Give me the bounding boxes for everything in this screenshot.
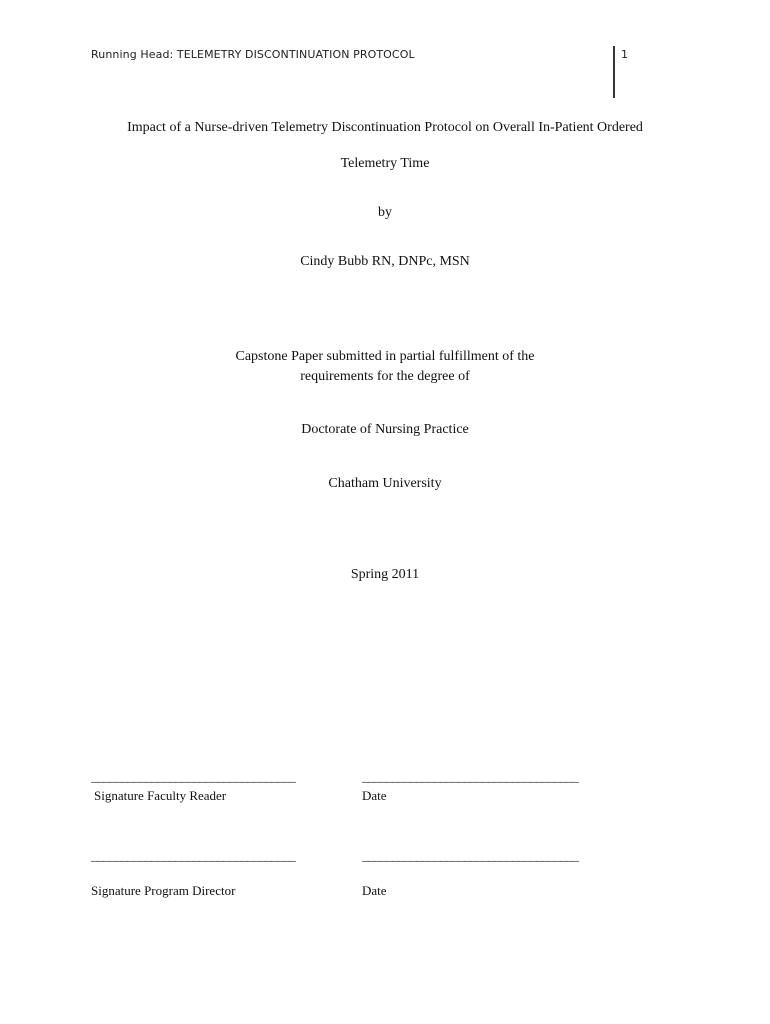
header-divider bbox=[613, 46, 615, 98]
author: Cindy Bubb RN, DNPc, MSN bbox=[300, 254, 470, 269]
faculty-reader-label: Signature Faculty Reader bbox=[94, 788, 227, 803]
program-director-date-label: Date bbox=[362, 883, 387, 898]
program-director-signature-line: __________________________________ bbox=[91, 849, 295, 864]
program-director-date-line: ____________________________________ bbox=[362, 849, 578, 864]
page-number: 1 bbox=[621, 48, 628, 61]
faculty-reader-date-line: ____________________________________ bbox=[362, 770, 578, 785]
title-line-2: Telemetry Time bbox=[340, 156, 430, 171]
submission-line-1: Capstone Paper submitted in partial fulfillment of the bbox=[235, 349, 535, 364]
term: Spring 2011 bbox=[350, 567, 420, 582]
by-label: by bbox=[378, 205, 392, 220]
title-line-1: Impact of a Nurse-driven Telemetry Discontinuation Protocol on Overall In-Patient Ordered bbox=[127, 120, 643, 135]
program-director-label: Signature Program Director bbox=[91, 883, 236, 898]
faculty-reader-date-label: Date bbox=[362, 788, 387, 803]
degree: Doctorate of Nursing Practice bbox=[301, 422, 469, 437]
university: Chatham University bbox=[328, 476, 442, 491]
running-head: Running Head: TELEMETRY DISCONTINUATION PROTOCOL bbox=[91, 48, 415, 61]
faculty-reader-signature-line: __________________________________ bbox=[91, 770, 295, 785]
submission-line-2: requirements for the degree of bbox=[300, 369, 470, 384]
